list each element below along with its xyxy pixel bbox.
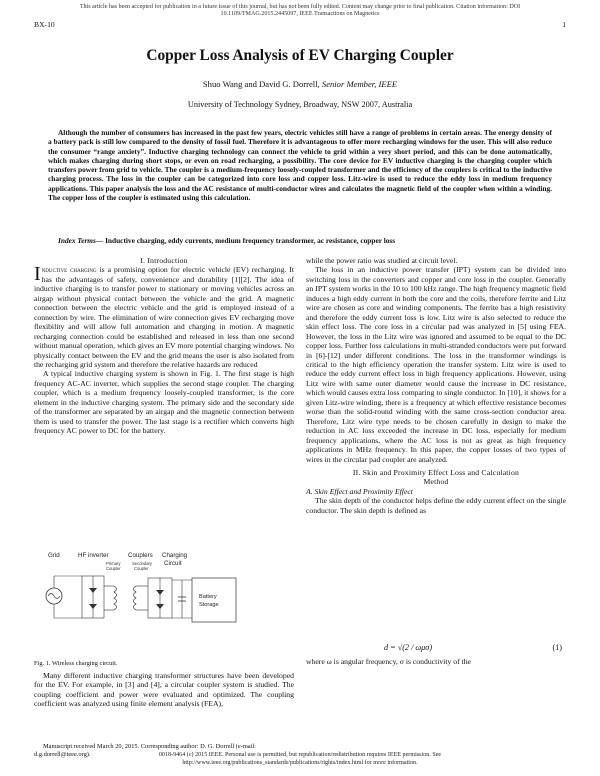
ipt-paragraph: The loss in an inductive power transfer (IPT) system can be divided into switching loss in the converters and copper and core loss in the coupler. Generally an IPT system works in the 10 to 100 kHz range. The high frequency magnetic field induces a high eddy current in both the core and the coils, therefore ferrite and Litz wire are chosen as core and winding components. The ferrite has a high resistivity and therefore the eddy current loss is low. Litz wire is also selected to reduce the skin effect loss. The core loss in a circular pad was analyzed in [5] using FEA. However, the loss in the Litz wire was ignored and assumed to be equal to the DC copper loss. Further loss calculations in multi-stranded conductors were put forward in [6]-[12] under different conditions. The loss in the transformer windings is critical to the high efficiency operation the transfer system. Litz wire is used to reduce the eddy current effect loss in high frequency applications. However, using Litz wire with same outer diameter would cause the increase in DC resistance, which would causes extra loss comparing to single conductor. In [10], it shows for a given Litz-wire winding, there is a frequency at which effective resistance becomes worse than the solid-round winding with the same cross-section conductor area. Therefore, Litz wire type needs to be chosen carefully in design to make the reduction in AC loss exceeded the increase in DC loss, especially for medium frequency applications, where the AC loss is not as great as high frequency applications in MHz frequency. In this paper, the copper losses of two types of wires in the circular pad coupler are analyzed. xyxy=(306,265,566,464)
paper-title: Copper Loss Analysis of EV Charging Coupler xyxy=(146,47,454,64)
equation-1 xyxy=(306,640,566,656)
abstract: Although the number of consumers has increased in the past few years, electric vehicles still have a range of problems in certain areas. The energy density of a battery pack is still low compared to the density of fossil fuel. Therefore it is advantageous to offer more recharging windows for the user. This will also reduce the consumer “range anxiety”. Inductive charging technology can connect the vehicle to grid within a very short period, and this can be done automatically, which makes charging during short stops, or even on road recharging, a possibility. The core device for EV inductive charging is the charging coupler which transfers power from grid to vehicle. The coupler is a medium-frequency loosely-coupled transformer and the efficiency of the couplers is critical to the inductive charging process. The loss in the coupler can be categorized into core loss and copper loss. Litz-wire is used to reduce the eddy loss in medium frequency applications. This paper analysis the loss and the AC resistance of multi-conductor wires and calculates the magnetic field of the coupler when within a winding. The copper loss of the coupler is estimated using this calculation. xyxy=(48,128,552,203)
fig-label-coupler-b: Coupler xyxy=(134,566,149,571)
intro-p1-text: is a promising option for electric vehicle (EV) recharging. It has the advantages of safety, convenience and durability [1][2]. The idea of inductive charging is to transfer power to stationary or moving vehicles across an airgap without physical contact between the vehicle and the grid. A magnetic connection between the electric vehicle and the grid is employed instead of a connection by wire. The elimination of wire connection gives EV recharging move flexibility and will allow full automation and charging in motion. A magnetic recharging connection could be established and released in less than one second without manual operation, which gives an EV more potential charging windows. No physically contact between the EV and the grid means the user is also isolated from the recharging grid system and therefore the relative hazards are reduced xyxy=(34,265,294,369)
fig-label-coupler-a: Coupler xyxy=(106,566,121,571)
page-number: 1 xyxy=(562,20,566,29)
section-2-heading-line-1: II. Skin and Proximity Effect Loss and Calculation xyxy=(352,467,520,477)
fig-label-hf-inverter: HF inverter xyxy=(78,552,109,559)
skin-depth-paragraph: The skin depth of the conductor helps define the eddy current effect on the single conductor. The skin depth is defined as xyxy=(306,496,566,515)
fig-label-battery: Battery xyxy=(199,594,217,600)
left-column xyxy=(34,256,294,436)
figure-caption: Fig. 1. Wireless charging circuit. xyxy=(34,660,118,667)
notice-line-1: This article has been accepted for publication in a future issue of this journal, but has not been fully edited. Content may change prior to final publication. Citation information: DOI xyxy=(79,4,521,10)
index-terms xyxy=(48,236,552,245)
affiliation: University of Technology Sydney, Broadway, NSW 2007, Australia xyxy=(187,100,413,109)
index-terms-label: Index Terms xyxy=(58,236,96,245)
right-column xyxy=(306,256,566,515)
wireless-charging-figure xyxy=(44,548,270,658)
fig-label-circuit: Circuit xyxy=(164,560,182,567)
paper-id: BX-10 xyxy=(34,20,55,29)
footer-line-1: 0018-9464 (c) 2015 IEEE. Personal use is permitted, but republication/redistribution requires IEEE permission. See xyxy=(158,752,442,758)
notice-line-2: 10.1109/TMAG.2015.2445097, IEEE Transactions on Magnetics xyxy=(220,11,380,18)
fig-label-secondary: Secondary xyxy=(132,561,153,566)
publication-notice xyxy=(34,4,566,19)
equation-where: where ω is angular frequency, σ is conductivity of the xyxy=(306,657,471,666)
section-2-heading-line-2: Method xyxy=(423,477,449,487)
fig-label-storage: Storage xyxy=(199,602,219,608)
equation-number: (1) xyxy=(552,643,562,652)
battery-storage-box xyxy=(192,578,236,622)
fig-label-grid: Grid xyxy=(48,552,60,559)
author-line xyxy=(34,79,566,90)
fig-label-couplers: Couplers xyxy=(128,552,153,559)
subsection-a-heading: A. Skin Effect and Proximity Effect xyxy=(306,486,413,496)
intro-paragraph-1 xyxy=(34,265,294,369)
copyright-footer xyxy=(34,752,566,767)
intro-smallcaps: nductive charging xyxy=(41,265,97,275)
author-member-title: Senior Member, IEEE xyxy=(321,79,398,89)
equation-body: d = √(2 / ωμσ) xyxy=(384,643,433,652)
primary-coil xyxy=(114,586,117,610)
right-continuation: while the power ratio was studied at circuit level. xyxy=(306,256,458,265)
secondary-coil xyxy=(134,586,137,610)
intro-paragraph-2: A typical inductive charging system is shown in Fig. 1. The first stage is high frequency AC-AC inverter, which supplies the second stage coupler. The charging coupler, which is a medium frequency loosely-coupled transformer, is the core element in the inductive charging system. The primary side and the secondary side of the transformer are separated by an airgap and the magnetic connection between them is used to transfer the power. The last stage is a rectifier which converts high frequency AC power to DC for the battery. xyxy=(34,369,294,436)
fig-label-primary: Primary xyxy=(106,561,121,566)
left-column-bottom xyxy=(34,671,294,709)
drop-cap: I xyxy=(34,263,41,286)
index-terms-text: — Inductive charging, eddy currents, medium frequency transformer, ac resistance, copper loss xyxy=(95,236,396,245)
footer-line-2: http://www.ieee.org/publications_standards/publications/rights/index.html for more information. xyxy=(182,759,418,766)
intro-paragraph-3: Many different inductive charging transformer structures have been developed for the EV. For example, in [3] and [4], a circular coupler system is studied. The coupling coefficient and power were evaluated and optimized. The coupling coefficient was analyzed using finite element analysis (FEA), xyxy=(34,671,294,709)
manuscript-footnote: Manuscript received March 20, 2015. Corresponding author: D. G. Dorrell (e-mail: d.g.dorrell@ieee.org). xyxy=(34,743,256,758)
authors: Shuo Wang and David G. Dorrell, xyxy=(202,79,320,89)
fig-label-charging: Charging xyxy=(162,552,188,559)
section-1-heading: I. Introduction xyxy=(140,256,188,265)
